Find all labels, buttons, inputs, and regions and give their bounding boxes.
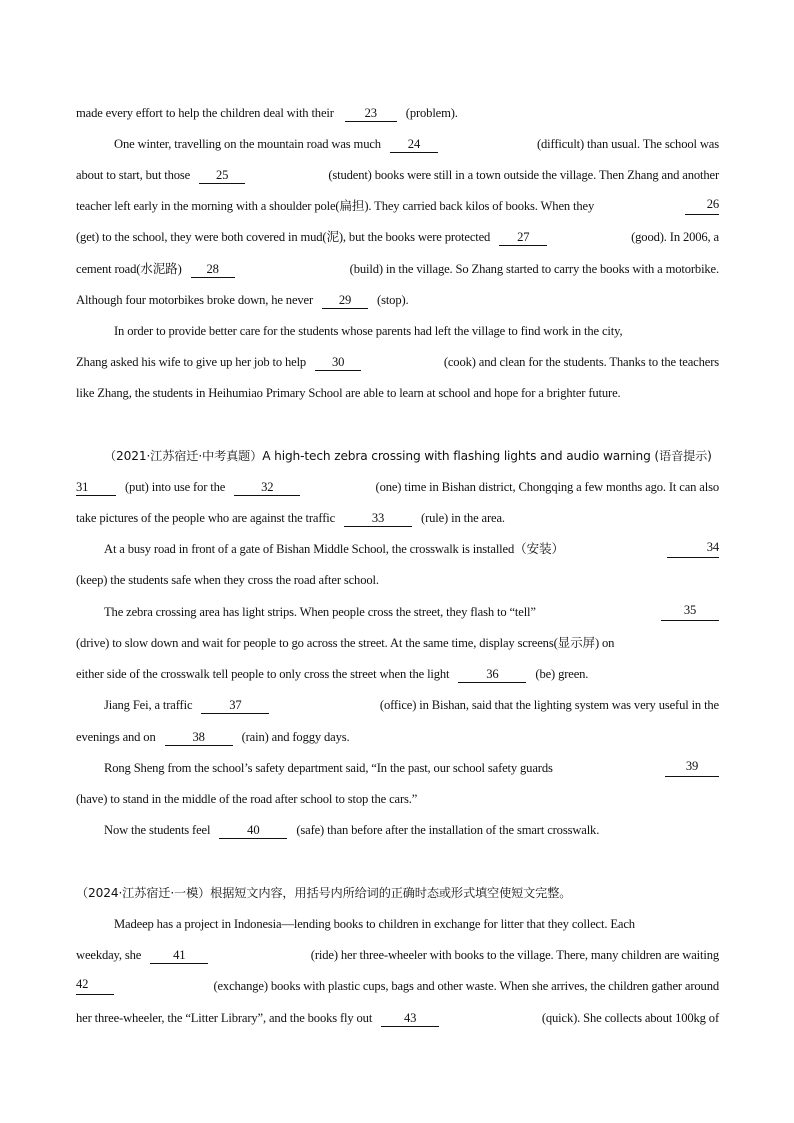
sentence-text: (be) green. bbox=[535, 667, 589, 681]
text-line bbox=[76, 915, 719, 933]
answer-blank-37[interactable]: 37 bbox=[201, 698, 269, 714]
sentence-text: In order to provide better care for the students whose parents had left the village to find work in the city, bbox=[114, 324, 623, 338]
sentence-text: （2024·江苏宿迁·一模）根据短文内容，用括号内所给词的正确时态或形式填空使短文完整。 bbox=[76, 886, 572, 900]
text-line bbox=[76, 696, 719, 714]
sentence-text: teacher left early in the morning with a shoulder pole(扁担). They carried back kilos of books. When they bbox=[76, 199, 595, 213]
sentence-text: (drive) to slow down and wait for people to go across the street. At the same time, display screens(显示屏) on bbox=[76, 636, 615, 650]
sentence-text: （2021·江苏宿迁·中考真题）A high-tech zebra crossing with flashing lights and audio warning (语音提示) bbox=[104, 449, 712, 463]
sentence-text: Madeep has a project in Indonesia—lending books to children in exchange for litter that they collect. Each bbox=[114, 917, 635, 931]
text-line bbox=[76, 977, 719, 995]
text-line bbox=[76, 135, 719, 153]
text-line bbox=[76, 728, 719, 746]
sentence-text: (exchange) books with plastic cups, bags and other waste. When she arrives, the children gather around bbox=[213, 979, 719, 993]
sentence-text: (cook) and clean for the students. Thanks to the teachers bbox=[443, 355, 719, 369]
sentence-text: her three-wheeler, the “Litter Library”, and the books fly out bbox=[76, 1011, 373, 1025]
sentence-text: (rule) in the area. bbox=[421, 511, 505, 525]
answer-blank-42[interactable]: 42 bbox=[76, 977, 114, 995]
sentence-text: (have) to stand in the middle of the road after school to stop the cars.” bbox=[76, 792, 418, 806]
text-line bbox=[76, 1009, 719, 1027]
sentence-text: (quick). She collects about 100kg of bbox=[541, 1011, 719, 1025]
answer-blank-43[interactable]: 43 bbox=[381, 1011, 439, 1027]
sentence-text: made every effort to help the children deal with their bbox=[76, 106, 334, 120]
sentence-text: (get) to the school, they were both covered in mud(泥), but the books were protected bbox=[76, 230, 491, 244]
sentence-text: (difficult) than usual. The school was bbox=[536, 137, 719, 151]
section-heading bbox=[76, 447, 719, 465]
text-line bbox=[76, 322, 719, 340]
answer-blank-26[interactable]: 26 bbox=[685, 197, 719, 215]
sentence-text: about to start, but those bbox=[76, 168, 191, 182]
answer-blank-38[interactable]: 38 bbox=[165, 730, 233, 746]
text-line bbox=[76, 228, 719, 246]
sentence-text: evenings and on bbox=[76, 730, 156, 744]
answer-blank-39[interactable]: 39 bbox=[665, 759, 719, 777]
text-line bbox=[76, 384, 719, 402]
sentence-text: (stop). bbox=[377, 293, 409, 307]
sentence-text: Although four motorbikes broke down, he never bbox=[76, 293, 314, 307]
answer-blank-28[interactable]: 28 bbox=[191, 262, 235, 278]
sentence-text: (office) in Bishan, said that the lighting system was very useful in the bbox=[379, 698, 719, 712]
answer-blank-29[interactable]: 29 bbox=[322, 293, 368, 309]
answer-blank-41[interactable]: 41 bbox=[150, 948, 208, 964]
text-line bbox=[76, 665, 719, 683]
answer-blank-35[interactable]: 35 bbox=[661, 603, 719, 621]
text-line bbox=[76, 104, 719, 122]
sentence-text: (student) books were still in a town outside the village. Then Zhang and another bbox=[328, 168, 719, 182]
sentence-text: Jiang Fei, a traffic bbox=[104, 698, 193, 712]
sentence-text: take pictures of the people who are against the traffic bbox=[76, 511, 336, 525]
text-line bbox=[76, 540, 719, 558]
text-line bbox=[76, 603, 719, 621]
answer-blank-33[interactable]: 33 bbox=[344, 511, 412, 527]
answer-blank-27[interactable]: 27 bbox=[499, 230, 547, 246]
text-line bbox=[76, 478, 719, 496]
sentence-text: weekday, she bbox=[76, 948, 142, 962]
text-line bbox=[76, 571, 719, 589]
section-heading bbox=[76, 884, 719, 902]
answer-blank-34[interactable]: 34 bbox=[667, 540, 719, 558]
text-line bbox=[76, 353, 719, 371]
sentence-text: Now the students feel bbox=[104, 823, 211, 837]
sentence-text: like Zhang, the students in Heihumiao Primary School are able to learn at school and hope for a brighter future. bbox=[76, 386, 621, 400]
sentence-text: (build) in the village. So Zhang started to carry the books with a motorbike. bbox=[349, 262, 719, 276]
text-line bbox=[76, 790, 719, 808]
text-line bbox=[76, 509, 719, 527]
sentence-text: (keep) the students safe when they cross the road after school. bbox=[76, 573, 379, 587]
sentence-text: (rain) and foggy days. bbox=[241, 730, 350, 744]
sentence-text: (safe) than before after the installation of the smart crosswalk. bbox=[296, 823, 600, 837]
sentence-text: (good). In 2006, a bbox=[631, 230, 719, 244]
text-line bbox=[76, 291, 719, 309]
sentence-text: (put) into use for the bbox=[125, 480, 226, 494]
text-line bbox=[76, 197, 719, 215]
answer-blank-32[interactable]: 32 bbox=[234, 480, 300, 496]
sentence-text: Zhang asked his wife to give up her job to help bbox=[76, 355, 307, 369]
sentence-text: either side of the crosswalk tell people to only cross the street when the light bbox=[76, 667, 450, 681]
answer-blank-25[interactable]: 25 bbox=[199, 168, 245, 184]
answer-blank-31[interactable]: 31 bbox=[76, 480, 116, 496]
text-line bbox=[76, 260, 719, 278]
text-line bbox=[76, 759, 719, 777]
sentence-text: (one) time in Bishan district, Chongqing a few months ago. It can also bbox=[375, 480, 719, 494]
sentence-text: (ride) her three-wheeler with books to the village. There, many children are waiting bbox=[310, 948, 719, 962]
answer-blank-36[interactable]: 36 bbox=[458, 667, 526, 683]
text-line bbox=[76, 946, 719, 964]
answer-blank-30[interactable]: 30 bbox=[315, 355, 361, 371]
answer-blank-40[interactable]: 40 bbox=[219, 823, 287, 839]
sentence-text: At a busy road in front of a gate of Bishan Middle School, the crosswalk is installed（安装） bbox=[104, 542, 564, 556]
text-line bbox=[76, 634, 719, 652]
sentence-text: (problem). bbox=[405, 106, 458, 120]
text-line bbox=[76, 821, 719, 839]
sentence-text: cement road(水泥路) bbox=[76, 262, 182, 276]
text-line bbox=[76, 166, 719, 184]
answer-blank-23[interactable]: 23 bbox=[345, 106, 397, 122]
answer-blank-24[interactable]: 24 bbox=[390, 137, 438, 153]
sentence-text: The zebra crossing area has light strips. When people cross the street, they flash to “tell” bbox=[104, 605, 536, 619]
sentence-text: Rong Sheng from the school’s safety department said, “In the past, our school safety guards bbox=[104, 761, 553, 775]
sentence-text: One winter, travelling on the mountain road was much bbox=[114, 137, 381, 151]
